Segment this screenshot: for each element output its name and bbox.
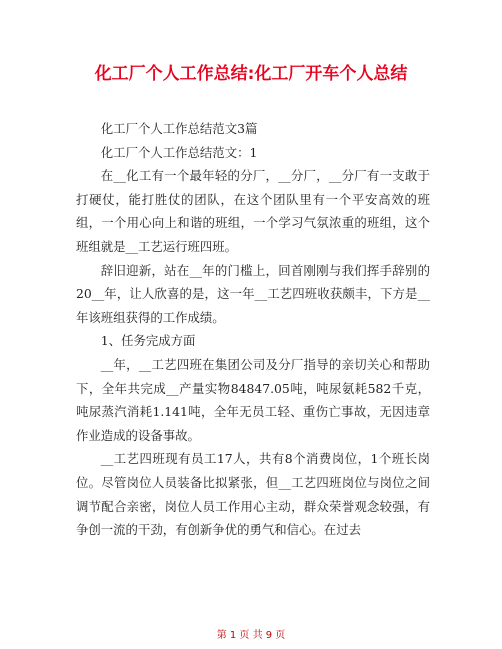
page-number-footer: 第 1 页 共 9 页 bbox=[216, 630, 286, 641]
paragraph: 1、任务完成方面 bbox=[100, 333, 196, 349]
paragraph: 化工厂个人工作总结范文：1 bbox=[100, 144, 258, 160]
paragraph: __年，__工艺四班在集团公司及分厂指导的亲切关心和帮助下，全年共完成__产量实物84847.05吨，吨尿氨耗582千克，吨尿蒸汽消耗1.141吨，全年无员工轻、重伤亡事故，无因违章作业造成的设备事故。 bbox=[76, 356, 430, 443]
paragraph: 在__化工有一个最年轻的分厂，__分厂，__分厂有一支敢于打硬仗，能打胜仗的团队，在这个团队里有一个平安高效的班组，一个用心向上和谐的班组，一个学习气氛浓重的班组，这个班组就是__工艺运行班四班。 bbox=[76, 168, 430, 254]
document-body bbox=[76, 117, 430, 542]
paragraph: __工艺四班现有员工17人，共有8个消费岗位，1个班长岗位。尽管岗位人员装备比拟紧张，但__工艺四班岗位与岗位之间调节配合亲密，岗位人员工作用心主动，群众荣誉观念较强，有争创一流的干劲，有创新争优的勇气和信心。在过去 bbox=[76, 451, 430, 538]
paragraph: 辞旧迎新，站在__年的门槛上，回首刚刚与我们挥手辞别的20__年，让人欣喜的是，这一年__工艺四班收获颇丰，下方是__年该班组获得的工作成绩。 bbox=[76, 262, 430, 325]
paragraph: 化工厂个人工作总结范文3篇 bbox=[100, 121, 258, 136]
document-title: 化工厂个人工作总结:化工厂开车个人总结 bbox=[94, 64, 408, 84]
